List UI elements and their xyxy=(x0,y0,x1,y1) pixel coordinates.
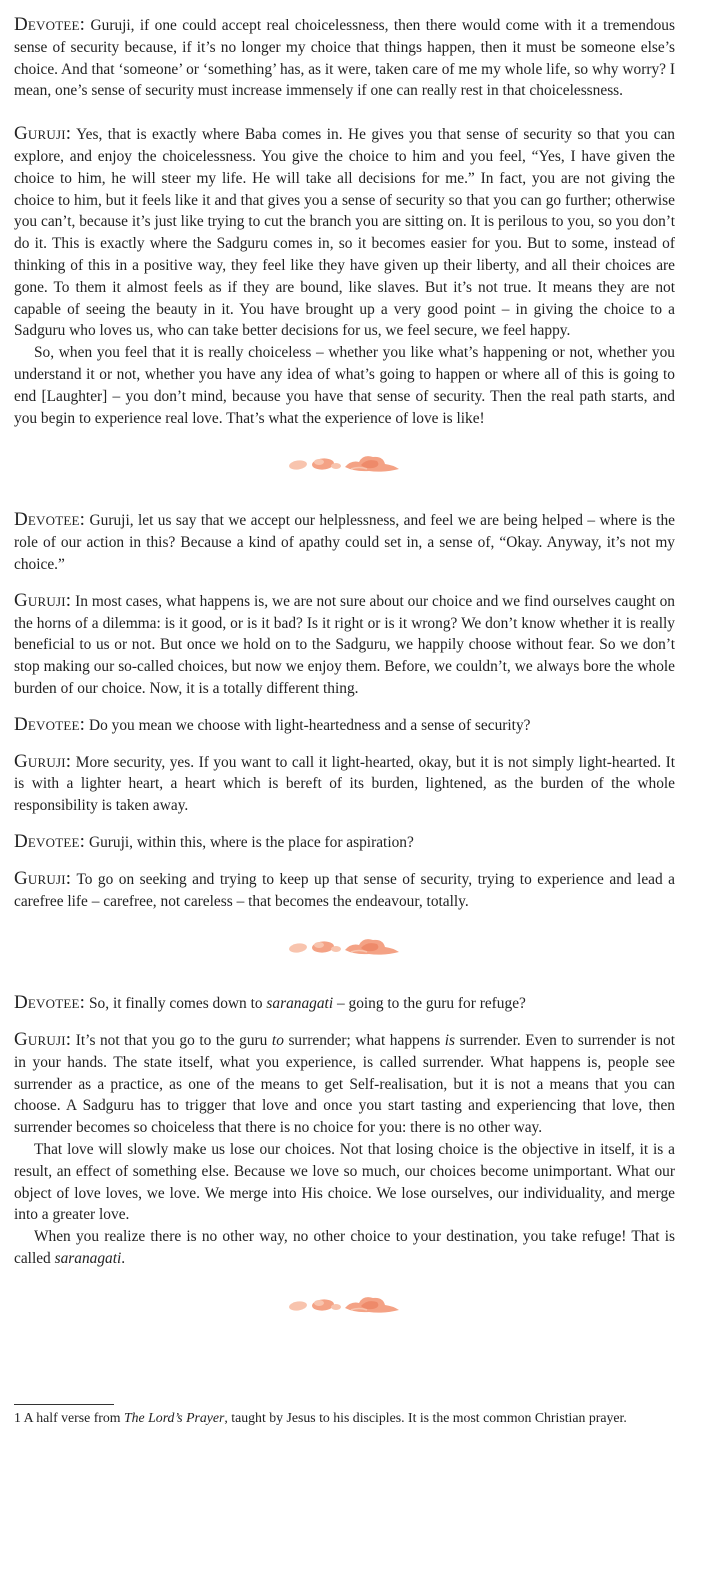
passage-text: In most cases, what happens is, we are not sure about our choice and we find ourselves caught on the horns of a dilemma: is it good, or is it bad? Is it right or is it wrong? We don’t know whether it is really beneficial to us or not. But once we hold on to the Sadguru, we happily choose without fear. So we don’t stop making our so-called choices, but now we enjoy them. Before, we couldn’t, we always bore the whole burden of our choice. Now, it is a totally different thing. xyxy=(14,592,675,697)
passage-text: Guruji, if one could accept real choicelessness, then there would come with it a tremendous sense of security because, if it’s no longer my choice that things happen, then it must be someone else’s choice. And that ‘someone’ or ‘something’ has, as it were, taken care of me my whole life, so why worry? I mean, one’s sense of security must increase immensely if one can really rest in that choicelessness. xyxy=(14,17,675,100)
petals-divider-icon xyxy=(285,1289,405,1317)
passage-text: To go on seeking and trying to keep up that sense of security, trying to experience and lead a carefree life – carefree, not careless – that becomes the endeavour, totally. xyxy=(14,870,675,910)
passage-text: When you realize there is no other way, no other choice to your destination, you take refuge! That is called xyxy=(14,1228,675,1268)
passage-text: – going to the guru for refuge? xyxy=(333,995,526,1013)
passage-text: Guruji, let us say that we accept our helplessness, and feel we are being helped – where is the role of our action in this? Because a kind of apathy could set in, a sense of, “Okay. Anyway, it’s not my choice.” xyxy=(14,512,675,573)
passage-text: Do you mean we choose with light-heartedness and a sense of security? xyxy=(85,716,531,734)
speaker-label: Guruji: xyxy=(14,867,72,889)
passage-text: Yes, that is exactly where Baba comes in. He gives you that sense of security so that you can explore, and enjoy the choicelessness. You give the choice to him and you feel, “Yes, I have given the choice to him, he will steer my life. He will take all decisions for me.” In fact, you are not giving the choice to him, but it feels like it and that gives you a sense of security so that you can go further; otherwise you can’t, because it’s just like trying to cut the branch you are sitting on. It is perilous to you, so you don’t do it. This is exactly where the Sadguru comes in, so it becomes easier for you. But to some, instead of thinking of this in a positive way, they feel like they have given up their liberty, and all their choices are gone. To them it almost feels as if they are bound, like slaves. But it’s not true. It means they are not capable of seeing the beauty in it. You have brought up a very good point – in giving the choice to a Sadguru who loves us, who can take better decisions for us, we feel secure, we feel happy. xyxy=(14,126,675,340)
speaker-label: Guruji: xyxy=(14,1029,72,1051)
speaker-label: Devotee: xyxy=(14,992,86,1014)
guruji-passage xyxy=(14,1029,675,1139)
guruji-passage xyxy=(14,123,675,342)
footnote xyxy=(14,1408,675,1427)
section-divider xyxy=(14,443,675,481)
guruji-passage-continued: So, when you feel that it is really choiceless – whether you like what’s happening or not, whether you understand it or not, whether you have any idea of what’s going to happen or where all of this is going to end [Laughter] – you don’t mind, because you have that sense of security. Then the real path starts, and you begin to experience real love. That’s what the experience of love is like! xyxy=(14,344,675,427)
page-content xyxy=(14,14,675,1427)
guruji-passage-continued: That love will slowly make us lose our choices. Not that losing choice is the objective in itself, it is a result, an effect of something else. Because we love so much, our choices become unimportant. What our object of love loves, we love. We merge into His choice. We lose ourselves, our individuality, and merge into a greater love. xyxy=(14,1141,675,1224)
speaker-label: Devotee: xyxy=(14,14,86,35)
speaker-label: Guruji: xyxy=(14,589,72,611)
passage-italic-term: saranagati xyxy=(266,995,334,1013)
footnote-text: A half verse from xyxy=(20,1409,124,1425)
passage-text: Guruji, within this, where is the place for aspiration? xyxy=(85,833,414,851)
devotee-passage xyxy=(14,831,675,854)
passage-text: So, it finally comes down to xyxy=(85,995,267,1013)
guruji-passage-continued xyxy=(14,1226,675,1270)
petals-divider-icon xyxy=(285,448,405,476)
passage-text: surrender. Even to surrender is not in your hands. The state itself, what you experience, is called surrender. What happens is, people see surrender as a practice, as one of the means to get Self-realisation, but it is not a means that you can choose. A Sadguru has to trigger that love and once you start tasting and experiencing that love, then surrender becomes so choiceless that there is no choice for you: there is no other way. xyxy=(14,1032,675,1137)
footnote-rule xyxy=(14,1404,114,1405)
speaker-label: Devotee: xyxy=(14,830,86,852)
passage-italic-term: saranagati xyxy=(54,1250,122,1268)
devotee-passage xyxy=(14,992,675,1015)
passage-italic-term: to xyxy=(271,1032,284,1050)
speaker-label: Guruji: xyxy=(14,750,72,772)
passage-text: It’s not that you go to the guru xyxy=(71,1032,272,1050)
devotee-passage xyxy=(14,714,675,737)
speaker-label: Devotee: xyxy=(14,509,86,531)
section-divider xyxy=(14,1284,675,1322)
footnote-italic-title: The Lord’s Prayer xyxy=(123,1409,225,1425)
speaker-label: Guruji: xyxy=(14,123,72,145)
guruji-passage xyxy=(14,590,675,700)
devotee-passage xyxy=(14,509,675,575)
passage-text: . xyxy=(121,1250,126,1268)
section-divider xyxy=(14,926,675,964)
passage-text: More security, yes. If you want to call it light-hearted, okay, but it is not simply light-hearted. It is with a lighter heart, a heart which is bereft of its burden, lightened, as the burden of the whole responsibility is taken away. xyxy=(14,753,675,815)
passage-italic-term: is xyxy=(444,1032,456,1050)
speaker-label: Devotee: xyxy=(14,713,86,735)
footnote-number: 1 xyxy=(14,1409,21,1425)
passage-text: surrender; what happens xyxy=(283,1032,445,1050)
guruji-passage xyxy=(14,751,675,817)
footnote-text: , taught by Jesus to his disciples. It is the most common Christian prayer. xyxy=(224,1409,627,1425)
petals-divider-icon xyxy=(285,931,405,959)
devotee-passage xyxy=(14,14,675,102)
guruji-passage xyxy=(14,868,675,913)
